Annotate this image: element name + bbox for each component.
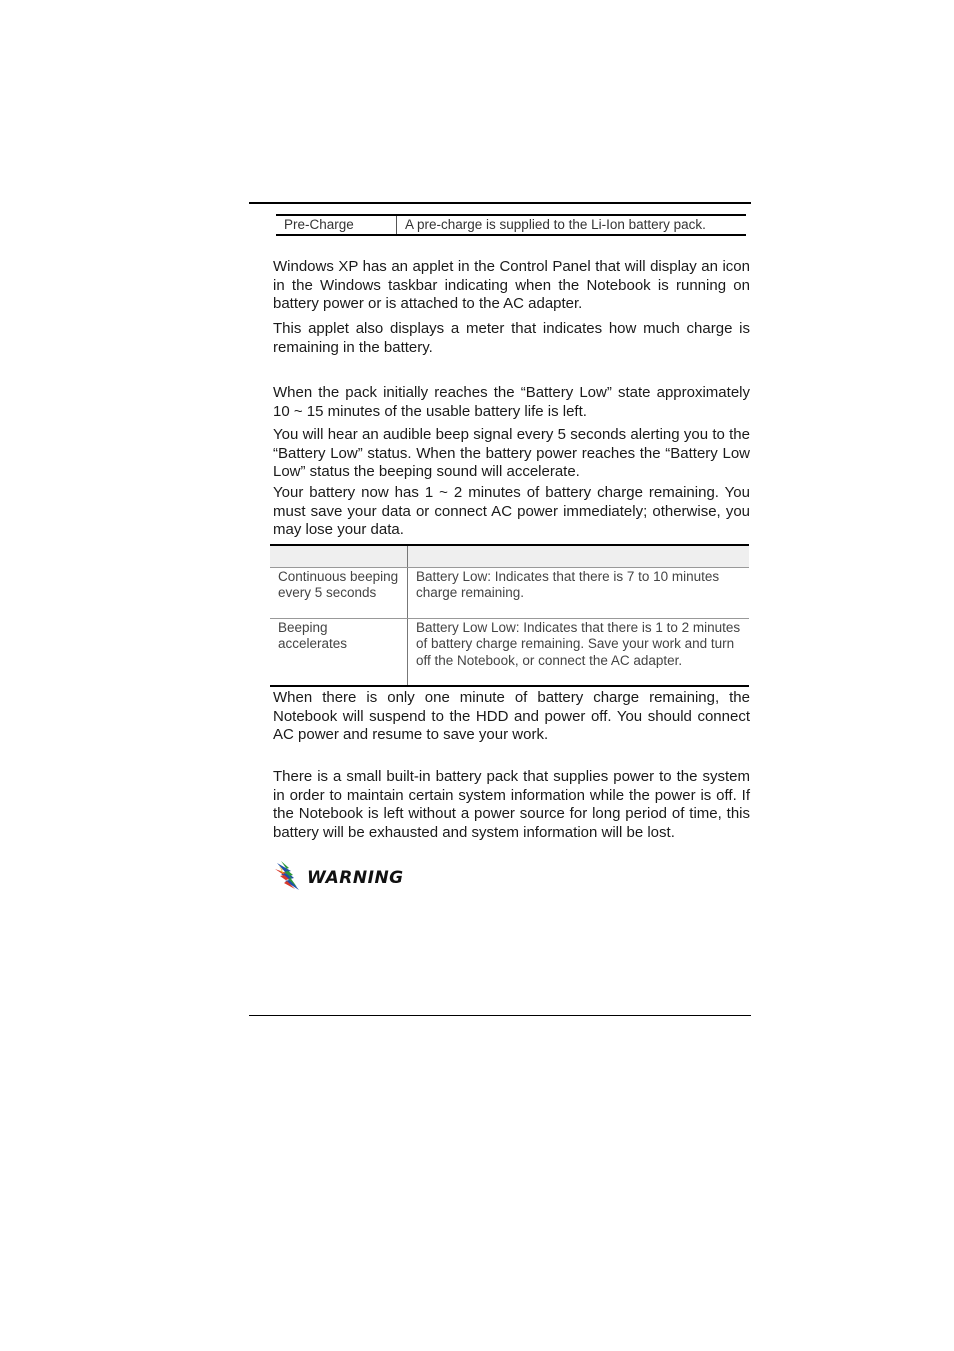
beep-signal-cell: Beeping accelerates: [270, 619, 408, 687]
bottom-rule: [249, 1015, 751, 1016]
top-rule: [249, 202, 751, 204]
beep-meaning-cell: Battery Low: Indicates that there is 7 to 10 minutes charge remaining.: [408, 568, 750, 619]
beep-meaning-cell: Battery Low Low: Indicates that there is 1 to 2 minutes of battery charge remaining. Save your work and turn off the Notebook, or connect the AC adapter.: [416, 620, 741, 668]
paragraph-applet: Windows XP has an applet in the Control Panel that will display an icon in the Windows taskbar indicating when the Notebook is running on battery power or is attached to the AC adapter.: [273, 258, 750, 312]
paragraph-save-data: Your battery now has 1 ~ 2 minutes of battery charge remaining. You must save your data or connect AC power immediately; otherwise, you may lose your data.: [273, 484, 750, 538]
beep-signal-cell: Continuous beeping every 5 seconds: [270, 568, 408, 619]
table-row: [270, 619, 749, 687]
paragraph-battery-low: When the pack initially reaches the “Battery Low” state approximately 10 ~ 15 minutes of the usable battery life is left.: [273, 384, 750, 420]
warning-burst-icon: [275, 861, 301, 896]
precharge-label: Pre-Charge: [276, 215, 397, 235]
paragraph-meter: This applet also displays a meter that indicates how much charge is remaining in the battery.: [273, 320, 750, 356]
beep-signal-table: [270, 544, 749, 687]
table-header-signal: [270, 545, 408, 568]
table-row: [270, 568, 749, 619]
paragraph-beep-signal: You will hear an audible beep signal every 5 seconds alerting you to the “Battery Low” status. When the battery power reaches the “Battery Low Low” status the beeping sound will accelerate.: [273, 426, 750, 480]
paragraph-suspend: When there is only one minute of battery charge remaining, the Notebook will suspend to the HDD and power off. You should connect AC power and resume to save your work.: [273, 689, 750, 743]
warning-banner: [275, 863, 404, 893]
table-row: [276, 215, 746, 235]
precharge-description: A pre-charge is supplied to the Li-Ion battery pack.: [405, 217, 706, 232]
precharge-table: [276, 214, 746, 236]
table-header-meaning: [408, 545, 750, 568]
table-header-row: [270, 545, 749, 568]
warning-label: WARNING: [307, 868, 404, 888]
paragraph-builtin-battery: There is a small built-in battery pack that supplies power to the system in order to maintain certain system information while the power is off. If the Notebook is left without a power source for long period of time, this battery will be exhausted and system information will be lost.: [273, 768, 750, 841]
